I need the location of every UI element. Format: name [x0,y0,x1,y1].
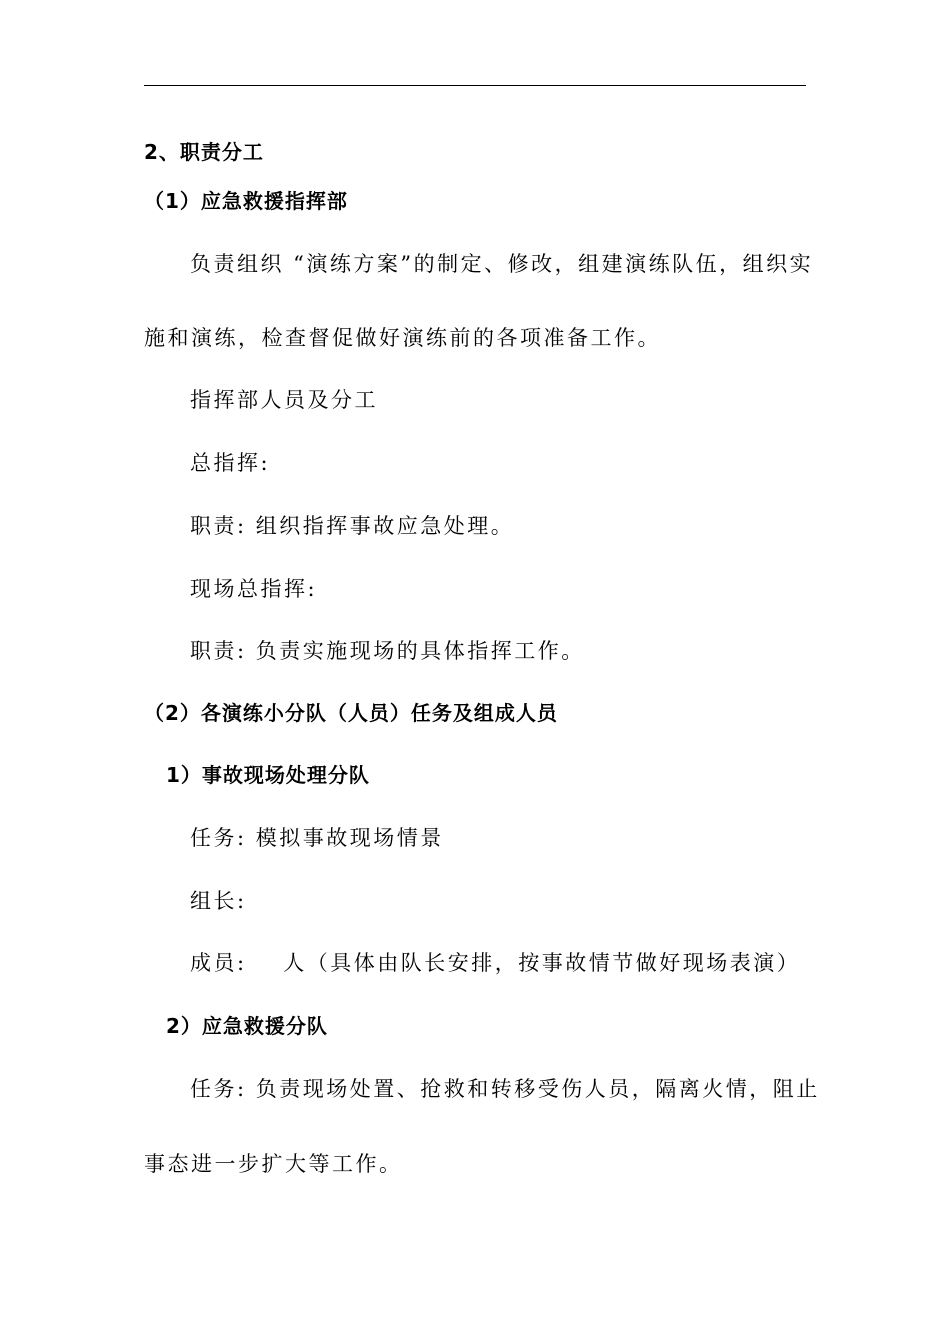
chief-duty: 职责: 组织指挥事故应急处理。 [190,514,515,538]
paragraph-line: 事态进一步扩大等工作。 [144,1152,403,1176]
team-title: 2）应急救援分队 [166,1014,328,1038]
section-heading: 2、职责分工 [144,140,264,164]
header-rule [144,85,806,86]
team-task: 任务: 负责现场处置、抢救和转移受伤人员，隔离火情，阻止 [190,1077,820,1101]
team-members: 成员: 人（具体由队长安排，按事故情节做好现场表演） [190,951,801,975]
team-title: 1）事故现场处理分队 [166,763,370,787]
paragraph-line: 负责组织 “演练方案”的制定、修改，组建演练队伍，组织实 [190,252,814,276]
site-chief-duty: 职责: 负责实施现场的具体指挥工作。 [190,639,585,663]
team-leader: 组长: [190,889,247,913]
subsection-title-teams: （2）各演练小分队（人员）任务及组成人员 [144,701,558,725]
site-chief-label: 现场总指挥: [190,577,318,601]
subsection-title-command: （1）应急救援指挥部 [144,189,348,213]
staff-heading: 指挥部人员及分工 [190,388,378,412]
chief-label: 总指挥: [190,451,271,475]
paragraph-line: 施和演练，检查督促做好演练前的各项准备工作。 [144,326,661,350]
team-task: 任务: 模拟事故现场情景 [190,826,444,850]
